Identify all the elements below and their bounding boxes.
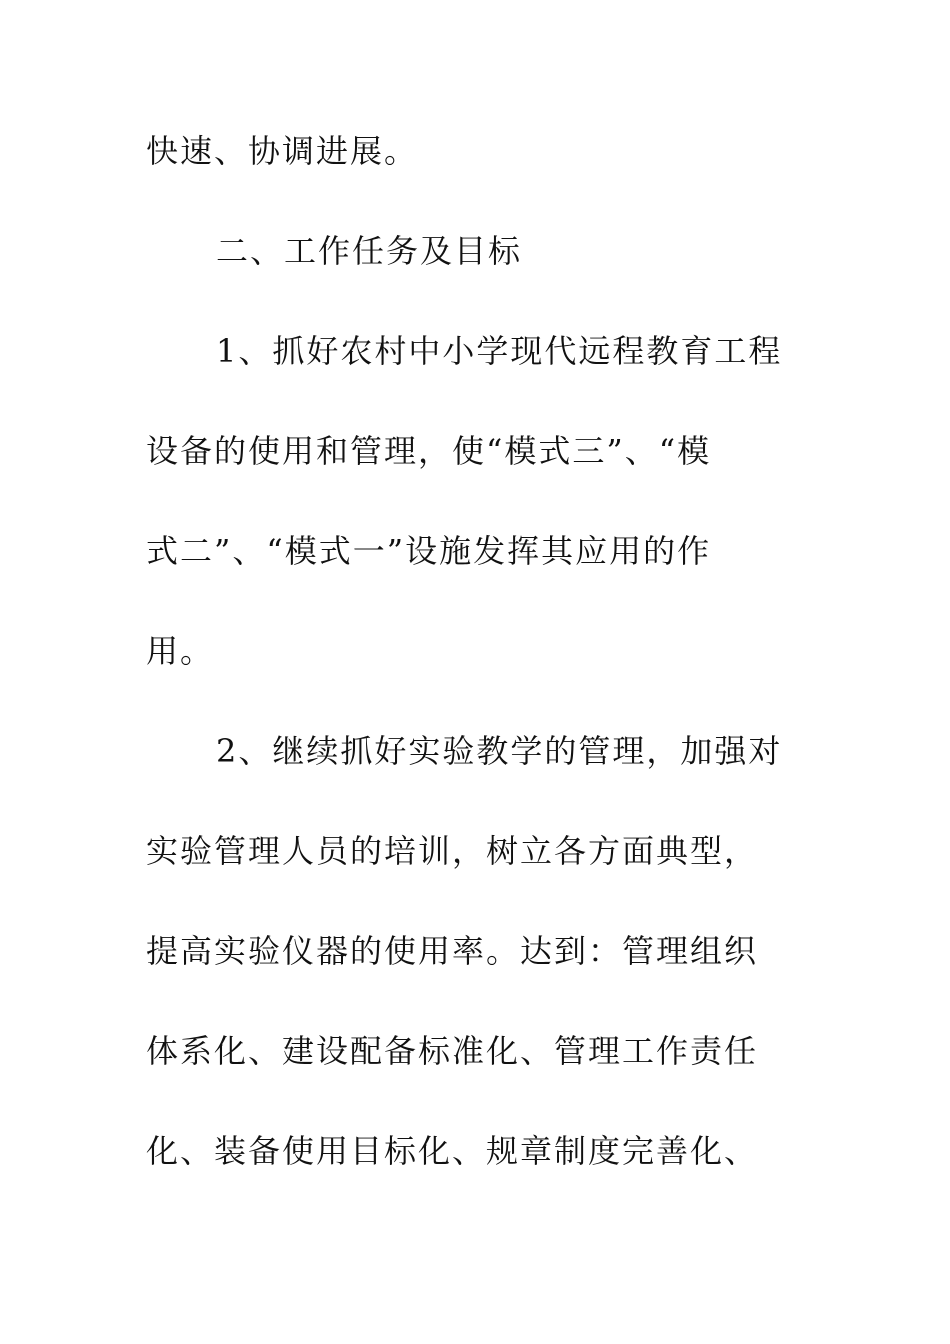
paragraph-line: 化、装备使用目标化、规章制度完善化、	[146, 1132, 759, 1170]
paragraph-line: 提高实验仪器的使用率。达到：管理组织	[146, 932, 759, 970]
section-heading: 二、工作任务及目标	[216, 232, 523, 270]
paragraph-line: 1、抓好农村中小学现代远程教育工程	[216, 332, 783, 370]
paragraph-line: 式二”、“模式一”设施发挥其应用的作	[146, 532, 712, 570]
paragraph-line: 体系化、建设配备标准化、管理工作责任	[146, 1032, 759, 1070]
paragraph-line: 2、继续抓好实验教学的管理，加强对	[216, 732, 783, 770]
paragraph-line: 实验管理人员的培训，树立各方面典型，	[146, 832, 759, 870]
paragraph-line: 快速、协调进展。	[146, 132, 419, 170]
paragraph-line: 设备的使用和管理，使“模式三”、“模	[146, 432, 712, 470]
paragraph-line: 用。	[146, 632, 215, 670]
